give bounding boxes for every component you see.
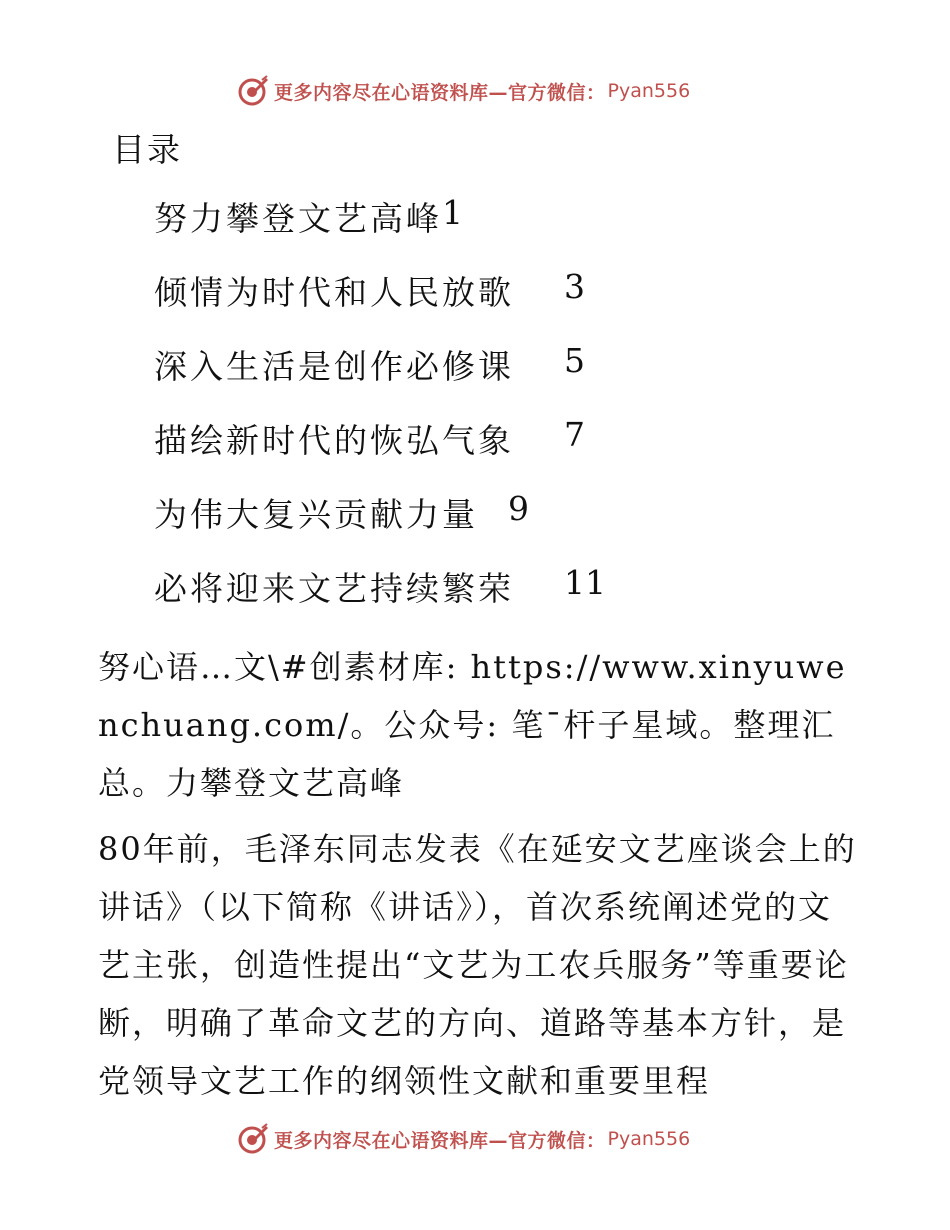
footer-watermark-wechat: Pyan556 [607, 1128, 691, 1150]
toc-item-title: 为伟大复兴贡献力量 [154, 495, 478, 534]
body-paragraph: 80年前，毛泽东同志发表《在延安文艺座谈会上的讲话》（以下简称《讲话》），首次系统阐述党的文艺主张，创造性提出“文艺为工农兵服务”等重要论断，明确了革命文艺的方向、道路等基本方针，是党领导文艺工作的纲领性文献和重要里程 [98, 830, 857, 1100]
toc-item[interactable] [154, 193, 606, 267]
pen-logo-icon [236, 1122, 270, 1156]
toc-item-page: 5 [564, 341, 585, 380]
header-watermark [236, 74, 690, 108]
toc-item-title: 努力攀登文艺高峰 [154, 199, 442, 238]
toc-item-title: 描绘新时代的恢弘气象 [154, 421, 514, 460]
header-watermark-text: 更多内容尽在心语资料库—官方微信： [274, 81, 606, 104]
toc-list [154, 193, 606, 637]
toc-item[interactable] [154, 267, 606, 341]
toc-item-title: 必将迎来文艺持续繁荣 [154, 569, 514, 608]
toc-item[interactable] [154, 415, 606, 489]
toc-item-page: 3 [564, 267, 585, 306]
toc-item-page: 11 [564, 563, 606, 602]
toc-title: 目录 [112, 130, 182, 169]
toc-item[interactable] [154, 563, 606, 637]
header-watermark-wechat: Pyan556 [607, 80, 691, 102]
toc-item[interactable] [154, 489, 606, 563]
pen-logo-icon [236, 74, 270, 108]
body-text [98, 638, 858, 1118]
toc-item-title: 深入生活是创作必修课 [154, 347, 514, 386]
toc-item-page: 9 [508, 489, 529, 528]
toc-item-page: 1 [442, 193, 463, 232]
toc-item[interactable] [154, 341, 606, 415]
toc-item-page: 7 [564, 415, 585, 454]
toc-item-title: 倾情为时代和人民放歌 [154, 273, 514, 312]
body-paragraph-source: 努心语…文\#创素材库: https://www.xinyuwenchuang.com/。公众号: 笔¯杆子星域。整理汇总。力攀登文艺高峰 [98, 648, 847, 802]
footer-watermark-text: 更多内容尽在心语资料库—官方微信： [274, 1129, 606, 1152]
footer-watermark [236, 1122, 690, 1156]
